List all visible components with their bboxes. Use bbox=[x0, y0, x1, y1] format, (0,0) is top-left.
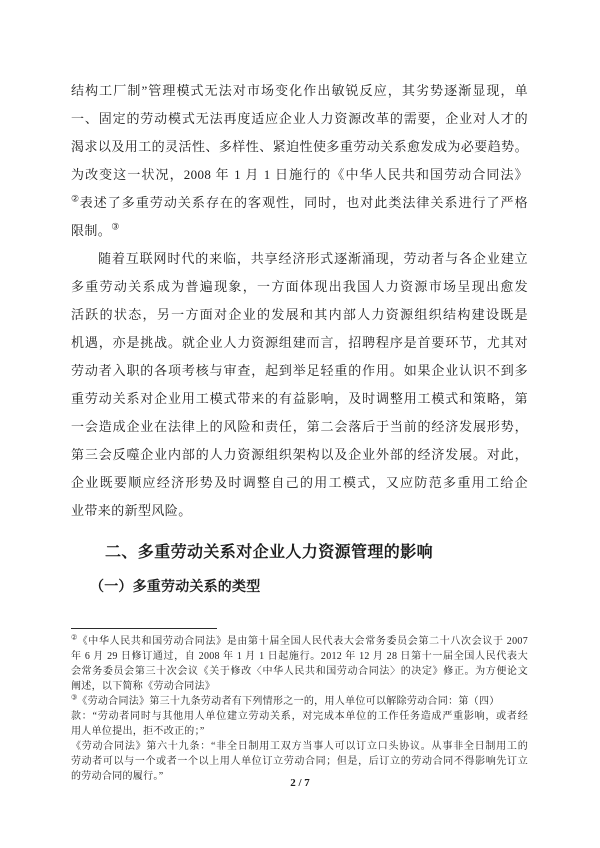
footnote-separator bbox=[71, 628, 217, 629]
paragraph-line bbox=[71, 217, 528, 245]
paragraph-line: 第三会反噬企业内部的人力资源组织架构以及企业外部的经济发展。对此， bbox=[71, 447, 528, 462]
footnote-line: 《劳动合同法》第六十九条：“非全日制用工双方当事人可以订立口头协议。从事非全日制用工的 bbox=[71, 741, 528, 752]
paragraph-line: 一、固定的劳动模式无法再度适应企业人力资源改革的需要，企业对人才的 bbox=[71, 111, 528, 126]
footnote-2-marker-icon: ② bbox=[71, 634, 78, 642]
footnote-line bbox=[71, 634, 528, 649]
paragraph-line: 劳动者入职的各项考核与审查，起到举足轻重的作用。如果企业认识不到多 bbox=[71, 363, 528, 378]
footnote-ref-3-icon: ③ bbox=[111, 221, 120, 232]
paragraph-line bbox=[71, 189, 528, 217]
body-text bbox=[71, 77, 528, 525]
paragraph-line: 机遇，亦是挑战。就企业人力资源组建而言，招聘程序是首要环节，尤其对 bbox=[71, 335, 528, 350]
line-text: 表述了多重劳动关系存在的客观性，同时，也对此类法律关系进行了严格 bbox=[79, 195, 528, 210]
footnote-line: 款：“劳动者同时与其他用人单位建立劳动关系，对完成本单位的工作任务造成严重影响，或者经 bbox=[71, 711, 528, 722]
footnote-line: 劳动者可以与一个或者一个以上用人单位订立劳动合同；但是，后订立的劳动合同不得影响先订立 bbox=[71, 756, 528, 767]
paragraph-line: 随着互联网时代的来临，共享经济形式逐渐涌现，劳动者与各企业建立 bbox=[98, 251, 528, 266]
paragraph-line: 业带来的新型风险。 bbox=[71, 503, 192, 518]
subsection-heading: （一）多重劳动关系的类型 bbox=[90, 580, 261, 595]
footnote-line: 用人单位提出，拒不改正的；” bbox=[71, 726, 205, 737]
paragraph-1 bbox=[71, 77, 528, 245]
footnote-line: 年 6 月 29 日修订通过，自 2008 年 1 月 1 日起施行。2012 年 12 月 28 日第十一届全国人民代表大 bbox=[71, 651, 528, 662]
paragraph-2 bbox=[71, 245, 528, 525]
paragraph-line: 企业既要顺应经济形势及时调整自己的用工模式，又应防范多重用工给企 bbox=[71, 475, 528, 490]
paragraph-line: 重劳动关系对企业用工模式带来的有益影响，及时调整用工模式和策略，第 bbox=[71, 391, 528, 406]
line-text: 《劳动合同法》第三十九条劳动者有下列情形之一的，用人单位可以解除劳动合同：第（四） bbox=[77, 696, 500, 707]
footnote-ref-2-icon: ② bbox=[71, 193, 80, 204]
paragraph-line: 结构工厂制”管理模式无法对市场变化作出敏锐反应，其劣势逐渐显现，单 bbox=[71, 83, 528, 98]
paragraph-line: 活跃的状态，另一方面对企业的发展和其内部人力资源组织结构建设既是 bbox=[71, 307, 528, 322]
page-number: 2 / 7 bbox=[290, 777, 310, 789]
paragraph-line: 多重劳动关系成为普遍现象，一方面体现出我国人力资源市场呈现出愈发 bbox=[71, 279, 528, 294]
footnote-line bbox=[71, 694, 528, 709]
footnote-3-marker-icon: ③ bbox=[71, 694, 78, 702]
footnote-line: 的劳动合同的履行。” bbox=[71, 771, 164, 782]
paragraph-line: 渴求以及用工的灵活性、多样性、紧迫性使多重劳动关系愈发成为必要趋势。 bbox=[71, 139, 528, 154]
footnote-line: 阐述，以下简称《劳动合同法》 bbox=[71, 681, 216, 692]
line-text: 限制。 bbox=[71, 223, 112, 238]
footnotes-block bbox=[71, 634, 528, 784]
section-heading: 二、多重劳动关系对企业人力资源管理的影响 bbox=[105, 544, 434, 561]
line-text: 《中华人民共和国劳动合同法》是由第十届全国人民代表大会常务委员会第二十八次会议于 2007 bbox=[77, 636, 528, 647]
paragraph-line: 为改变这一状况，2008 年 1 月 1 日施行的《中华人民共和国劳动合同法》 bbox=[71, 167, 528, 182]
footnote-line: 会常务委员会第三十次会议《关于修改〈中华人民共和国劳动合同法〉的决定》修正。为方便论文 bbox=[71, 666, 528, 677]
paragraph-line: 一会造成企业在法律上的风险和责任，第二会落后于当前的经济发展形势， bbox=[71, 419, 528, 434]
